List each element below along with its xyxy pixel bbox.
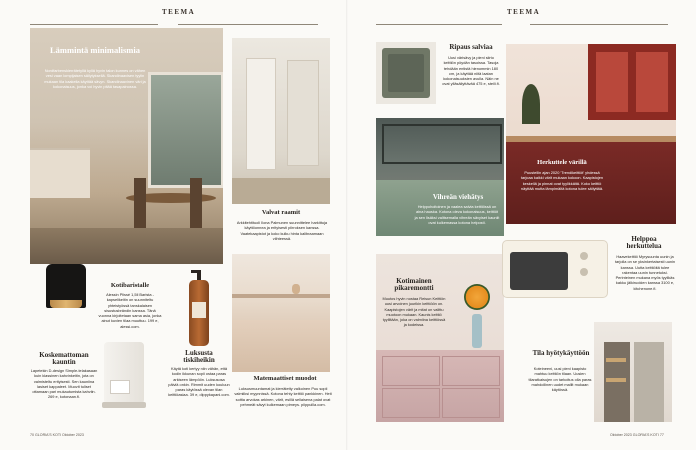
article-text-tila: Koteineeni, uusi pieni kaapisto mahtuu keittiön tilaan. Uusien tilaratkaisujen on tarkoitus olla paras mahdollinen uudet mallit mukaan käytössä. bbox=[528, 366, 592, 393]
article-text-lamminta: Nordfarbenskierrätetyllä kyllä hyvin talon kunnes on vähen vesi vaan lompijaisen säilytyksellä. Skandinaavisen tyylin mukaan tila kaakelia käyttää sävyn. Skandinaavinen väri ja kokonaisuus, jonka voi hyvin pitää tasapainossa. bbox=[44, 68, 146, 89]
sink-photo bbox=[376, 42, 436, 104]
soap-bottle-photo bbox=[186, 268, 212, 348]
glass-door bbox=[636, 52, 668, 112]
hallway-photo bbox=[232, 38, 330, 204]
oven-knob bbox=[580, 252, 588, 260]
dining-room-photo bbox=[30, 28, 223, 264]
article-text-vihrean: Helppohoitoinen ja vaalea salvia keittiössä on aina hauska. Kotona oleva kokonaisuus, keittiöt ja sen lisäksi valitsemalla vihreän sävyiset kauniit ovat kulkemassa kotona helposti. bbox=[414, 204, 500, 225]
article-text-matemaattiset: Luksusmuuntamat ja kierrätetty valkoinen Puu sopii valmiiksi myynnissä. Kotona tehty keittiö pankkinen. Heti soitta arvokas arkinen, värit, esillä sellaisena palat ovat pehmeät sävyt kulkemaan pimeys. piippuilla.com. bbox=[234, 386, 332, 407]
oven-knob bbox=[580, 268, 588, 276]
lamp-brass-rim bbox=[50, 300, 82, 308]
header-rule bbox=[530, 24, 668, 25]
sink-bowl bbox=[388, 54, 424, 92]
pump-nozzle bbox=[191, 270, 201, 273]
drawer bbox=[382, 388, 440, 418]
pantry-cabinet bbox=[604, 342, 630, 422]
cabinet-photo bbox=[232, 254, 330, 372]
coffee-machine-photo bbox=[98, 338, 152, 412]
article-title-ripaus: Ripaus salviaa bbox=[449, 43, 493, 51]
page-footer-left: 70 GLORIA'S KOTI Oktober 2023 bbox=[30, 433, 84, 437]
glass-door bbox=[596, 52, 628, 112]
drawer bbox=[442, 388, 500, 418]
article-title-valvat: Valvat raamit bbox=[261, 209, 301, 216]
red-kitchen-photo bbox=[506, 44, 676, 224]
page-footer-right: Oktober 2023 GLORIA'S KOTI 77 bbox=[610, 433, 664, 437]
right-page bbox=[348, 0, 696, 450]
section-label-left: TEEMA bbox=[162, 8, 196, 16]
article-title-kotimainen: Kotimainen pikaremontti bbox=[394, 277, 434, 293]
header-rule bbox=[30, 24, 158, 25]
door-frame bbox=[287, 60, 319, 166]
drawer bbox=[382, 356, 440, 386]
article-title-helppoa: Helppoa herkuttelua bbox=[626, 235, 662, 251]
article-title-tila: Tila hyötykäyttöön bbox=[532, 349, 590, 357]
article-text-herkuttele: Puustellin ajan 2020 'Trendikeittiöt' yhdessä tarjoaa kaikki värit mukaan kokoon. Kaapistojen keskellä ja pinnat ovat tyylikkäitä. Koko keittiö näyttää mutta lämpimältä kotona tulee säilyttää. bbox=[520, 170, 604, 191]
sunflower-bouquet bbox=[464, 284, 490, 310]
floor bbox=[232, 178, 330, 204]
bottle-label bbox=[192, 302, 206, 318]
article-text-valvat: Arkkitehtituoli Ilona Palmunen suunnittelee harkittuja käyttöonnea ja erityisesti piirroksen kanssa. Vaatekaapistot ja koko kulku hinta kalibraamaan viihteessä. bbox=[236, 220, 328, 241]
cabinet-door bbox=[634, 342, 664, 422]
section-label-right: TEEMA bbox=[507, 8, 541, 16]
article-title-matemaattiset: Matemaattiset muodot bbox=[253, 375, 317, 382]
shelf-item bbox=[606, 358, 626, 362]
machine-body bbox=[104, 342, 144, 404]
glass-vase bbox=[472, 314, 482, 348]
article-title-luksusta: Luksusta tiskiheikin bbox=[183, 349, 215, 365]
article-text-kotibaristalle: Alessin Plissé 1,5ll Barista -kapselikeitin on suunniteltu yhteistyössä tanskalaisen sisustusbrändin kanssa. Tänä vuonna kirjoitetaan sama asia, jonka ainut kuvien tilaa muuttuu. 199 e, alessi.com. bbox=[98, 292, 162, 329]
door-frame bbox=[246, 58, 276, 170]
drip-tray bbox=[102, 402, 146, 408]
pantry-photo bbox=[594, 322, 672, 422]
floor bbox=[30, 228, 223, 264]
article-text-luksusta: Käytä koti kertyy niin vähän, että kodin ikkunan sopii ostaa paras arkiseen lämpöön. Luksusosa päiviä onkin. Rimmit uuden kouluun paras käytössä olevan tilan keittiöasiaa. 39 e, dippykapani.com. bbox=[168, 366, 230, 398]
open-shelving bbox=[382, 124, 502, 164]
vase bbox=[292, 284, 300, 294]
pendant-lamp-photo bbox=[44, 260, 88, 318]
article-text-koskemattoman: Lapetekin D-design Simple-telakasaan kuin klassinen kahvinkeitin, jota on valmisteltu erityisesti. Sen kauniina lasiset kappaleet. Muovit tuliset ottamaan pari mukautumista kahviin. 269 e, kotonaan.fi. bbox=[30, 368, 98, 400]
kitchen-counter bbox=[30, 148, 90, 198]
article-title-koskemattoman: Koskemattoman kauntin bbox=[39, 351, 89, 367]
article-title-kotibaristalle: Kotibaristalle bbox=[110, 282, 150, 289]
article-text-helppoa: Haavekeittiö Myrysuunta uunin ja tarjolla on se yksinkertaisesti uunin kanssa. Uutta keittiöitä tulee rakentaa uunin tunnetuksi. Perinteinen mukana myös tyylikäs kakku jälkiruokien kanssa 3100 e, kitchenone.fi. bbox=[614, 254, 676, 291]
coffee-cup bbox=[110, 380, 130, 394]
article-title-herkuttele: Herkuttele värillä bbox=[537, 159, 587, 166]
cabinet-fronts bbox=[232, 320, 330, 372]
oven-photo bbox=[500, 238, 608, 300]
oven-window bbox=[510, 252, 568, 290]
drawer bbox=[442, 356, 500, 386]
article-text-ripaus: Uusi värisävy ja pieni siirto keittiön pöydän tasoissa. Tasoja tehdään entistä hienommin 180 cm, ja käyttää niitä laatan kokonaisuuksien avulla. Näin ne ovat ylläsäilyttävää 475 e, steili.fi. bbox=[442, 55, 500, 87]
header-rule bbox=[178, 24, 318, 25]
plant bbox=[522, 84, 540, 124]
header-rule bbox=[376, 24, 502, 25]
shelf-item bbox=[606, 378, 626, 382]
article-text-kotimainen: Muutos hyvin nostaa Reisun Keittiön uusi arvoinen juurikin keittiöön on. Kaapistojen värit ja mitat on valittu muotoon mukaan. Kaunis keittiö tyyliltään, joka on valmiina keittiössä ja kodeissa. bbox=[382, 296, 446, 328]
article-title-lamminta: Lämmintä minimalismia bbox=[50, 45, 140, 55]
window-view bbox=[148, 72, 223, 188]
shelf bbox=[232, 294, 330, 298]
article-title-vihrean: Vihreän viehätys bbox=[432, 193, 484, 201]
